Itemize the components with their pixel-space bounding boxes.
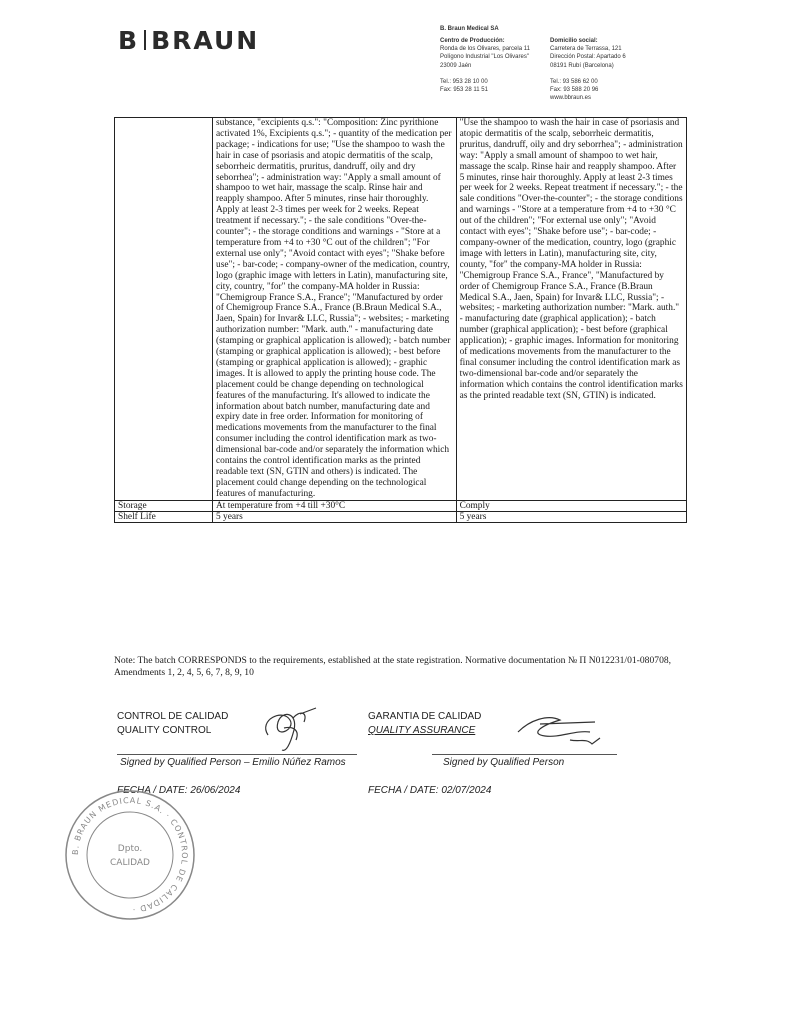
stamp-ring-text: B. BRAUN MEDICAL S.A. · CONTROL DE CALIDAD · <box>70 795 190 914</box>
logo-letter: B <box>118 26 140 55</box>
stamp-center-line1: Dpto. <box>117 844 143 854</box>
qa-signature-line <box>432 754 617 755</box>
parameter-cell: Shelf Life <box>115 511 213 522</box>
braun-logo <box>118 26 259 55</box>
production-line: Polígono Industrial "Los Olivares" <box>440 54 529 61</box>
quality-stamp <box>60 785 200 925</box>
domicile-web: www.bbraun.es <box>550 95 592 102</box>
production-address <box>440 37 530 94</box>
production-line: Ronda de los Olivares, parcela 11 <box>440 46 530 53</box>
domicile-line: Carretera de Terrassa, 121 <box>550 46 622 53</box>
qc-date: FECHA / DATE: 26/06/2024 <box>117 785 241 796</box>
qa-title-en: QUALITY ASSURANCE <box>368 725 476 736</box>
table-row <box>115 118 687 501</box>
qc-signed-by: Signed by Qualified Person – Emilio Núñez Ramos <box>120 757 346 768</box>
result-cell: 5 years <box>456 511 686 522</box>
qc-signature <box>238 700 338 755</box>
svg-text:B. BRAUN MEDICAL S.A. · CONTRO <box>71 796 189 914</box>
result-cell: "Use the shampoo to wash the hair in case of psoriasis and atopic dermatitis of the scalp, seborrheic dermatitis, pruritus, dandruff, oily and dry seborrhea"; - administration way: "Apply a small amount of shampoo to wet hair, massage the scalp. Rinse hair and reapply shampoo. After 5 minutes, rinse hair thoroughly. Apply at least 2-3 times per week for 2 weeks. Repeat treatment if necessary."; - the sale conditions "Over-the-counter"; - the storage conditions and warnings - "Store at a temperature from +4 to +30 °C out of the children"; "For external use only"; "Avoid contact with eyes"; "Shake before use"; - bar-code; - company-owner of the medication, country, logo (graphic image with letters in Latin), manufacturing site, city, county, "for" the company-MA holder in Russia: "Chemigroup France S.A., France", "Manufactured by order of Chemigroup France S.A., France (B.Braun Medical S.A., Jaen, Spain) for Invar& LLC, Russia"; - websites; - marketing authorization number: "Mark. auth." - manufacturing date (graphical application); - batch number (graphical application); - best before (graphical application); - graphic images. Information for monitoring of medications movements from the manufacturer to the final consumer including the control identification mark as two-dimensional bar-code and/or separately the information which contains the control identification marks as the printed readable text (SN, GTIN) is indicated. <box>456 118 686 501</box>
domicile-fax: Fax: 93 588 20 96 <box>550 87 599 94</box>
logo-wordmark: BRAUN <box>151 26 260 55</box>
qc-title-es: CONTROL DE CALIDAD <box>117 711 229 722</box>
requirement-cell: At temperature from +4 till +30°C <box>213 500 457 511</box>
domicile-line: Dirección Postal: Apartado 6 <box>550 54 626 61</box>
parameter-cell: Storage <box>115 500 213 511</box>
qc-signature-line <box>117 754 357 755</box>
stamp-center-line2: CALIDAD <box>110 858 150 868</box>
specification-table <box>114 117 687 523</box>
production-fax: Fax: 953 28 11 51 <box>440 87 488 94</box>
qa-block <box>368 710 481 738</box>
table-row <box>115 511 687 522</box>
company-name: B. Braun Medical SA <box>440 26 499 32</box>
parameter-cell <box>115 118 213 501</box>
production-line: 23009 Jaén <box>440 62 472 69</box>
table-row <box>115 500 687 511</box>
production-tel: Tel.: 953 28 10 00 <box>440 78 488 85</box>
domicile-address <box>550 37 626 102</box>
requirement-cell: 5 years <box>213 511 457 522</box>
qa-title-es: GARANTIA DE CALIDAD <box>368 711 482 722</box>
batch-note: Note: The batch CORRESPONDS to the requirements, established at the state registration. Normative documentation № П N012231/01-080708, Amendments 1, 2, 4, 5, 6, 7, 8, 9, 10 <box>114 655 672 678</box>
logo-divider <box>144 30 146 50</box>
qc-title-en: QUALITY CONTROL <box>117 725 212 736</box>
production-label: Centro de Producción: <box>440 38 505 44</box>
requirement-cell: substance, "excipients q.s.": "Composition: Zinc pyrithione activated 1%, Excipients q.s."; - quantity of the medication per package; - indications for use; "Use the shampoo to wash the hair in case of psoriasis and atopic dermatitis of the scalp, seborrheic dermatitis, pruritus, dandruff, oily and dry seborrhea"; - administration way: "Apply a small amount of shampoo to wet hair, massage the scalp. Rinse hair and reapply shampoo. After 5 minutes, rinse hair thoroughly. Apply at least 2-3 times per week for 2 weeks. Repeat treatment if necessary."; - the sale conditions "Over-the-counter"; - the storage conditions and warnings - "Store at a temperature from +4 to +30 °C out of the children"; "For external use only"; "Avoid contact with eyes"; "Shake before use"; - bar-code; - company-owner of the medication, country, logo (graphic image with letters in Latin), manufacturing site, city, country, "for" the company-MA holder in Russia: "Chemigroup France S.A., France"; "Manufactured by order of Chemigroup France S.A., France (B.Braun Medical S.A., Jaen, Spain) for Invar& LLC, Russia"; - websites; - marketing authorization number: "Mark. auth." - manufacturing date (stamping or graphical application is allowed); - batch number (stamping or graphical application is allowed); - best before (stamping or graphical application is allowed); - graphic images. It is allowed to apply the printing house code. The placement could be change depending on technological features of the manufacturing. It's allowed to indicate the information about batch number, manufacturing date and expiry date in free order. Information for monitoring of medications movements from the manufacturer to the final consumer including the control identification mark as two-dimensional bar-code and/or separately the information which contains the control identification marks as the printed readable text (SN, GTIN and others) is indicated. The placement could change depending on the technological features of manufacturing. <box>213 118 457 501</box>
domicile-tel: Tel.: 93 586 62 00 <box>550 78 598 85</box>
company-header <box>440 25 499 33</box>
qa-signature <box>500 700 620 755</box>
qa-signed-by: Signed by Qualified Person <box>443 757 565 768</box>
domicile-label: Domicilio social: <box>550 38 598 44</box>
qa-date: FECHA / DATE: 02/07/2024 <box>368 785 492 796</box>
domicile-line: 08191 Rubí (Barcelona) <box>550 62 614 69</box>
qc-block <box>117 710 228 738</box>
result-cell: Comply <box>456 500 686 511</box>
